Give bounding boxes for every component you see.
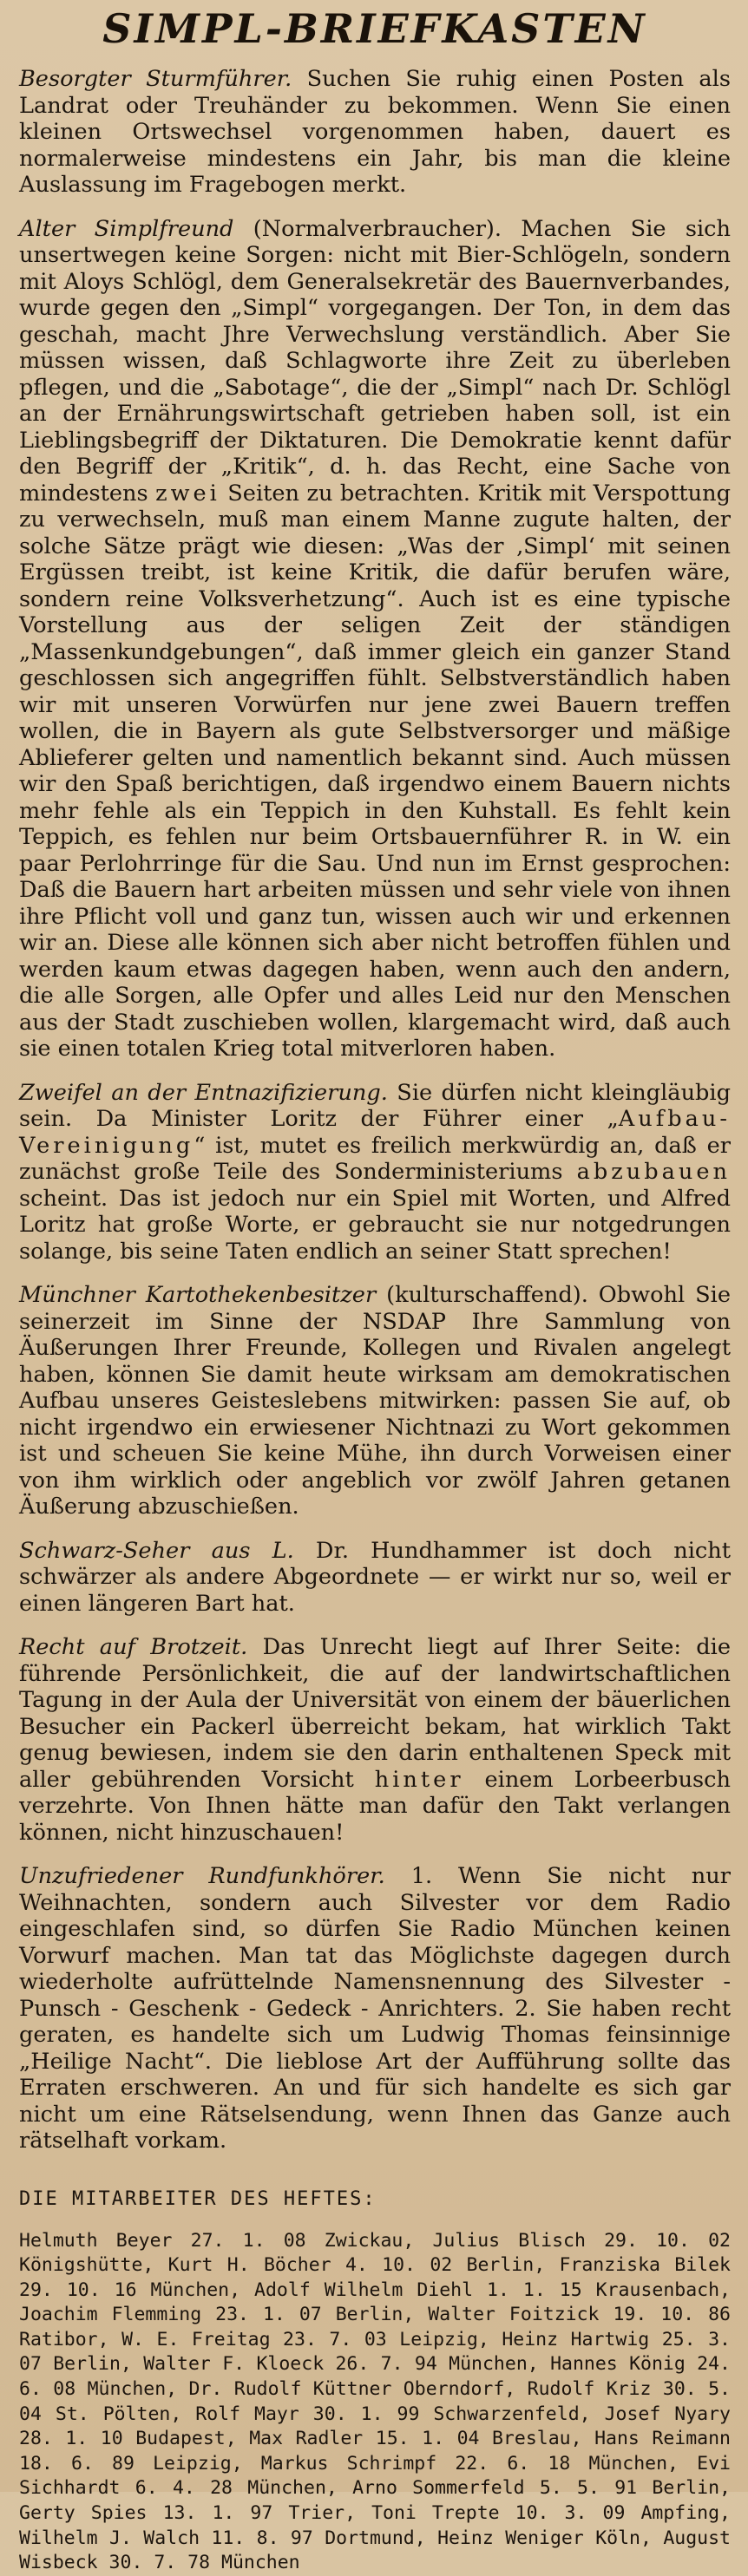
letter-body: scheint. Das ist jedoch nur ein Spiel mit Worten, und Alfred Loritz hat große Worte, er gebraucht sie nur notgedrungen solange, bis seine Taten endlich an seiner Statt sprechen! [19, 1185, 731, 1265]
letter-addressee: Alter Simplfreund [19, 215, 234, 242]
letter-body: einem Lorbeerbusch verzehrte. Von Ihnen hätte man dafür den Takt verlangen können, nicht hinzuschauen! [19, 1766, 732, 1846]
letter-body: (kulturschaffend). Obwohl Sie seinerzeit im Sinne der NSDAP Ihre Sammlung von Äußerungen Ihrer Freunde, Kollegen und Rivalen angelegt haben, können Sie damit heute wirksam am demokratischen Aufbau unseres Geisteslebens mitwirken: passen Sie auf, ob nicht irgendwo ein erwiesener Nichtnazi zu Wort gekommen ist und scheuen Sie keine Mühe, ihn durch Vorweisen einer von ihm wirklich oder angeblich vor zwölf Jahren getanen Äußerung abzuschießen. [19, 1282, 731, 1520]
contributors-heading: DIE MITARBEITER DES HEFTES: [19, 2187, 377, 2210]
letter-body: Sie dürfen nicht kleingläubig sein. Da Minister Loritz der Führer einer „ [19, 1079, 732, 1132]
letter-emphasis: zwei [155, 480, 220, 507]
letter-zweifel-entnazifizierung [19, 1080, 731, 1265]
letter-body: “ ist, mutet es freilich merkwürdig an, daß er zunächst große Teile des Sonderministeriums [19, 1132, 731, 1185]
letter-emphasis: Aufbau-Vereinigung [19, 1106, 731, 1159]
letter-body: 1. Wenn Sie nicht nur Weihnachten, sondern auch Silvester vor dem Radio eingeschlafen sind, so dürfen Sie Radio München keinen Vorwurf machen. Man tat das Möglichste dagegen durch wiederholte aufrüttelnde Namensnennung des Silvester - Punsch - Geschenk - Gedeck - Anrichters. 2. Sie haben recht geraten, es handelte sich um Ludwig Thomas feinsinnige „Heilige Nacht“. Die lieblose Art der Aufführung sollte das Erraten erschweren. An und für sich handelte es sich gar nicht um eine Rätselsendung, wenn Ihnen das Ganze auch rätselhaft vorkam. [19, 1863, 731, 2154]
letter-addressee: Unzufriedener Rundfunkhörer. [19, 1863, 385, 1889]
letter-besorgter-sturmfuehrer [19, 66, 731, 199]
letter-emphasis: hinter [374, 1766, 464, 1793]
letter-addressee: Zweifel an der Entnazifizierung. [19, 1079, 388, 1106]
letter-addressee: Schwarz-Seher aus L. [19, 1537, 294, 1564]
letter-body: Seiten zu betrachten. Kritik mit Verspottung zu verwechseln, muß man einem Manne zugute halten, der solche Sätze prägt wie diesen: „Was der ‚Simpl‘ mit seinen Ergüssen treibt, ist keine Kritik, die dafür berufen wäre, sondern reine Volksverhetzung“. Auch ist es eine typische Vorstellung aus der seligen Zeit der ständigen „Massenkundgebungen“, daß immer gleich ein ganzer Stand geschlossen sich angegriffen fühlt. Selbstverständlich haben wir mit unseren Vorwürfen nur jene zwei Bauern treffen wollen, die in Bayern als gute Selbstversorger und mäßige Ablieferer gelten und namentlich bekannt sind. Auch müssen wir den Spaß berichtigen, daß irgendwo einem Bauern nichts mehr fehle als ein Teppich in den Kuhstall. Es fehlt kein Teppich, es fehlen nur beim Ortsbauernführer R. in W. ein paar Perlohrringe für die Sau. Und nun im Ernst gesprochen: Daß die Bauern hart arbeiten müssen und sehr viele von ihnen ihre Pflicht voll und ganz tun, wissen auch wir und erkennen wir an. Diese alle können sich aber nicht betroffen fühlen und werden kaum etwas dagegen haben, wenn auch den andern, die alle Sorgen, alle Opfer und alles Leid nur den Menschen aus der Stadt zuschieben wollen, klargemacht wird, daß auch sie einen totalen Krieg total mitverloren haben. [19, 480, 731, 1062]
letter-body: Das Unrecht liegt auf Ihrer Seite: die führende Persönlichkeit, die auf der landwirtschaftlichen Tagung in der Aula der Universität von einem der bäuerlichen Besucher ein Packerl überreicht bekam, hat wirklich Takt genug bewiesen, indem sie den darin enthaltenen Speck mit aller gebührenden Vorsicht [19, 1634, 731, 1793]
letter-body: Suchen Sie ruhig einen Posten als Landrat oder Treuhänder zu bekommen. Wenn Sie einen kleinen Ortswechsel vorgenommen haben, dauert es normalerweise mindestens ein Jahr, bis man die kleine Auslassung im Fragebogen merkt. [19, 66, 731, 198]
letter-addressee: Münchner Kartothekenbesitzer [19, 1282, 377, 1308]
letter-emphasis: abzubauen [576, 1159, 731, 1185]
letter-kartothekenbesitzer [19, 1282, 731, 1520]
letter-recht-auf-brotzeit [19, 1634, 731, 1846]
letter-rundfunkhoerer [19, 1863, 731, 2154]
letter-schwarz-seher [19, 1538, 731, 1618]
letter-addressee: Recht auf Brotzeit. [19, 1634, 248, 1660]
letter-body: (Normalverbraucher). Machen Sie sich unsertwegen keine Sorgen: nicht mit Bier-Schlögeln, sondern mit Aloys Schlögl, dem Generalsekretär des Bauernverbandes, wurde gegen den „Simpl“ vorgegangen. Der Ton, in dem das geschah, macht Jhre Verwechslung verständlich. Aber Sie müssen wissen, daß Schlagworte ihre Zeit zu überleben pflegen, und die „Sabotage“, die der „Simpl“ nach Dr. Schlögl an der Ernährungswirtschaft getrieben haben soll, ist ein Lieblingsbegriff der Diktaturen. Die Demokratie kennt dafür den Begriff der „Kritik“, d. h. das Recht, eine Sache von mindestens [19, 215, 732, 507]
letter-addressee: Besorgter Sturmführer. [19, 66, 292, 92]
contributors-list: Helmuth Beyer 27. 1. 08 Zwickau, Julius Blisch 29. 10. 02 Königshütte, Kurt H. Böcher 4. 10. 02 Berlin, Franziska Bilek 29. 10. 16 München, Adolf Wilhelm Diehl 1. 1. 15 Krausenbach, Joachim Flemming 23. 1. 07 Berlin, Walter Foitzick 19. 10. 86 Ratibor, W. E. Freitag 23. 7. 03 Leipzig, Heinz Hartwig 25. 3. 07 Berlin, Walter F. Kloeck 26. 7. 94 München, Hannes König 24. 6. 08 München, Dr. Rudolf Küttner Oberndorf, Rudolf Kriz 30. 5. 04 St. Pölten, Rolf Mayr 30. 1. 99 Schwarzenfeld, Josef Nyary 28. 1. 10 Budapest, Max Radler 15. 1. 04 Breslau, Hans Reimann 18. 6. 89 Leipzig, Markus Schrimpf 22. 6. 18 München, Evi Sichhardt 6. 4. 28 München, Arno Sommerfeld 5. 5. 91 Berlin, Gerty Spies 13. 1. 97 Trier, Toni Trepte 10. 3. 09 Ampfing, Wilhelm J. Walch 11. 8. 97 Dortmund, Heinz Weniger Köln, August Wisbeck 30. 7. 78 München [19, 2229, 731, 2574]
page-title: SIMPL-BRIEFKASTEN [102, 5, 647, 52]
letter-alter-simplfreund [19, 216, 731, 1062]
letter-body: Dr. Hundhammer ist doch nicht schwärzer als andere Abgeordnete — er wirkt nur so, weil er einen längeren Bart hat. [19, 1537, 731, 1617]
